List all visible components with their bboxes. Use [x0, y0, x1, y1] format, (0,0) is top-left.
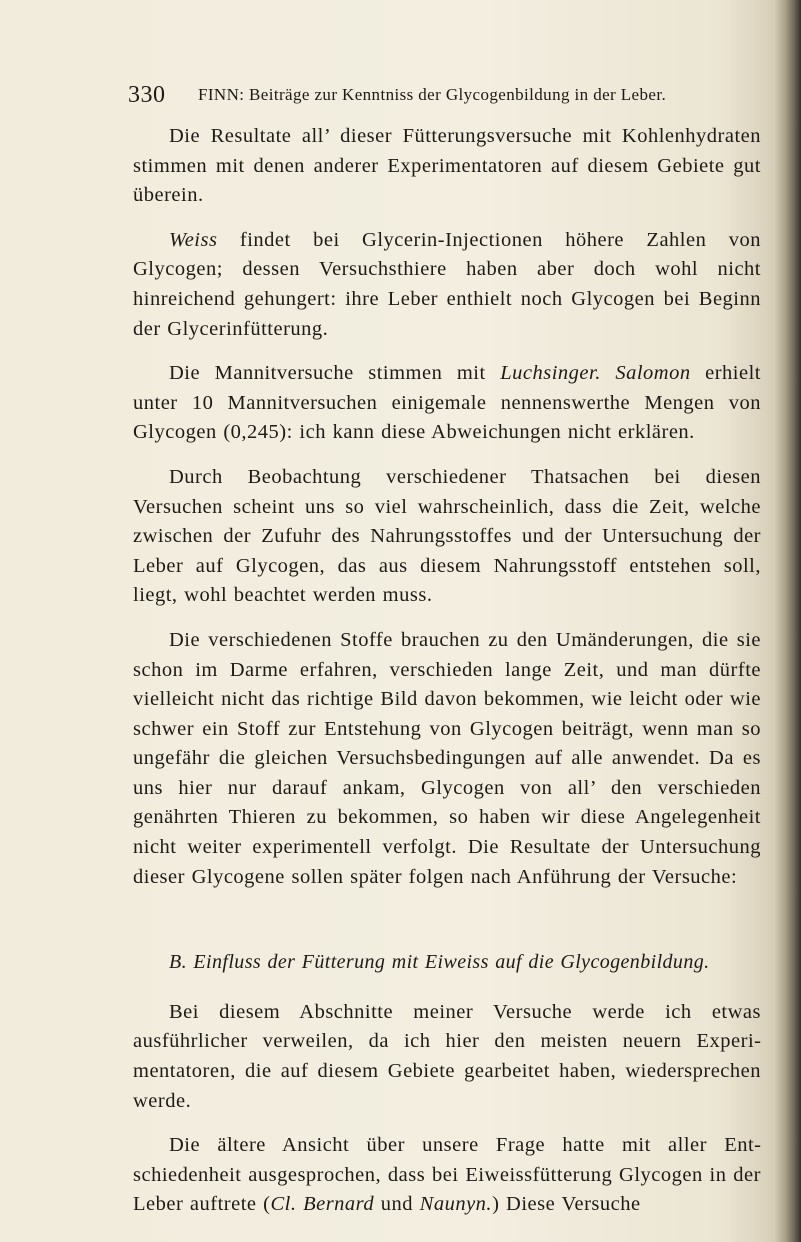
- author-name: Naunyn.: [419, 1193, 493, 1216]
- paragraph-text: Durch Beobachtung verschiedener Thatsachen bei diesen Versuchen scheint uns so viel wahrscheinlich, dass die Zeit, welche zwischen der Zufuhr des Nahrungsstoffes und der Untersuchung der Leber auf Glycogen, das aus diesem Nahrungsstoff entstehen soll, liegt, wohl beachtet werden muss.: [133, 465, 761, 607]
- author-name: Salomon: [615, 362, 691, 385]
- paragraph-gap: und: [374, 1193, 420, 1216]
- paragraph-stoffe: [133, 626, 761, 892]
- paragraph-text: erhielt unter 10 Mannitversuchen einigemale nennenswerthe Mengen von Glycogen (0,245): ich kann diese Abweichungen nicht erklären.: [133, 362, 761, 444]
- page-header: [128, 82, 728, 112]
- paragraph-gap: [601, 362, 616, 384]
- paragraph-lead: Die Mannitversuche stimmen mit: [169, 362, 501, 385]
- paragraph-text: Die Resultate all’ dieser Fütterungsversuche mit Kohlenhydraten stimmen mit denen anderer Experimentatoren auf diesem Gebiete gut überein.: [133, 125, 761, 207]
- author-name: Cl. Bernard: [270, 1193, 375, 1216]
- paragraph-abschnitt: [133, 998, 761, 1116]
- page-number: 330: [128, 82, 166, 108]
- paragraph-lead: Die ältere Ansicht über unsere Frage hatte mit aller Entschiedenheit ausgesprochen, dass bei Eiweissfütterung Glycogen in der Leber auftrete (: [133, 1134, 761, 1216]
- paragraph-resultate: [133, 122, 761, 211]
- author-name: Luchsinger.: [500, 362, 601, 385]
- paragraph-beobachtung: [133, 463, 761, 611]
- paragraph-text: Bei diesem Abschnitte meiner Versuche werde ich etwas ausführlicher verweilen, da ich hier den meisten neuern Experimentatoren, die auf diesem Gebiete gearbeitet haben, wiedersprechen werde.: [133, 1000, 761, 1112]
- page-edge-shadow: [775, 0, 801, 1242]
- paragraph-text: findet bei Glycerin-Injectionen höhere Zahlen von Glycogen; dessen Versuchsthiere haben aber doch wohl nicht hinreichend gehungert: ihre Leber enthielt noch Glycogen bei Beginn der Glycerinfütterung.: [133, 228, 761, 340]
- paragraph-text: ) Diese Versuche: [492, 1193, 641, 1216]
- body-text: [133, 122, 761, 1235]
- running-head: FINN: Beiträge zur Kenntniss der Glycogenbildung in der Leber.: [198, 85, 667, 104]
- author-name: Weiss: [169, 228, 218, 251]
- paragraph-text: Die verschiedenen Stoffe brauchen zu den Umänderungen, die sie schon im Darme erfahren, verschieden lange Zeit, und man dürfte vielleicht nicht das richtige Bild davon bekommen, wie leicht oder wie schwer ein Stoff zur Entstehung von Glycogen beiträgt, wenn man so ungefähr die gleichen Versuchsbedingungen auf alle anwendet. Da es uns hier nur darauf ankam, Glycogen von all’ den verschieden genährten Thieren zu bekommen, so haben wir diese Angelegenheit nicht weiter experimentell verfolgt. Die Resultate der Untersuchung dieser Glycogene sollen später folgen nach Anführung der Versuche:: [133, 628, 761, 888]
- paragraph-weiss: [133, 226, 761, 344]
- paragraph-mannit: [133, 359, 761, 448]
- paragraph-aeltere-ansicht: [133, 1131, 761, 1220]
- section-heading: B. Einfluss der Fütterung mit Eiweiss auf die Glycogenbildung.: [169, 951, 710, 974]
